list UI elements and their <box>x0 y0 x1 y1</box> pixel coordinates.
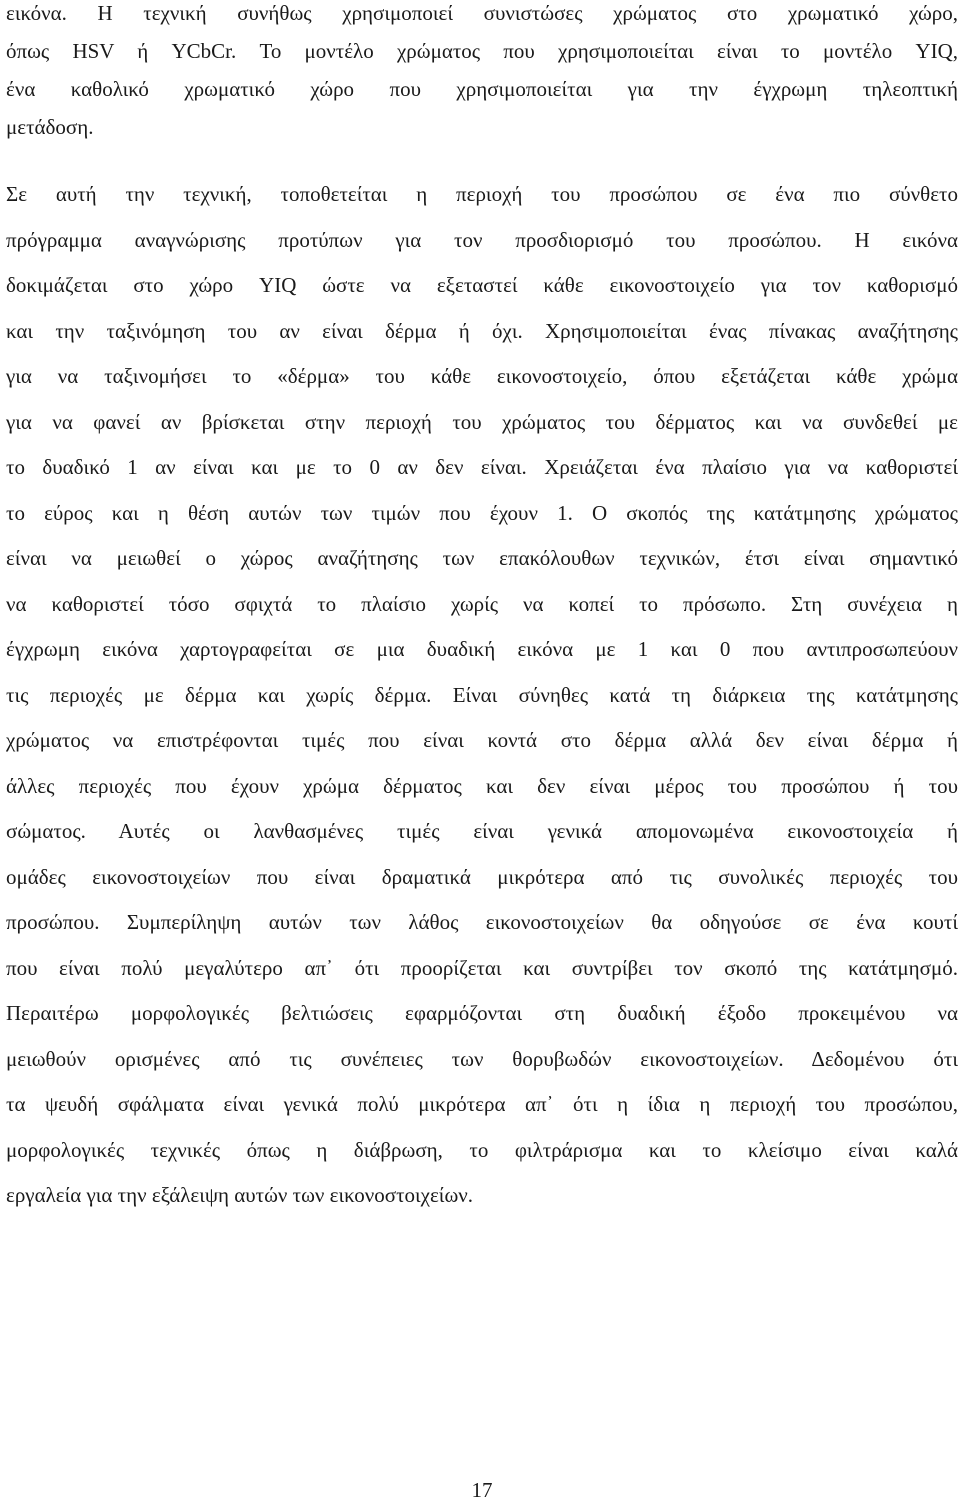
text-line: όπως HSV ή YCbCr. Το μοντέλο χρώματος που χρησιμοποιείται είναι το μοντέλο YIQ, <box>6 39 958 63</box>
text-line: Σε αυτή την τεχνική, τοποθετείται η περιοχή του προσώπου σε ένα πιο σύνθετο <box>6 182 958 206</box>
text-line: τα ψευδή σφάλματα είναι γενικά πολύ μικρότερα απ᾽ ότι η ίδια η περιοχή του προσώπου, <box>6 1092 958 1116</box>
text-line: εργαλεία για την εξάλειψη αυτών των εικονοστοιχείων. <box>6 1183 474 1207</box>
text-line: πρόγραμμα αναγνώρισης προτύπων για τον προσδιορισμό του προσώπου. Η εικόνα <box>6 227 958 252</box>
text-line: εικόνα. Η τεχνική συνήθως χρησιμοποιεί συνιστώσες χρώματος στο χρωματικό χώρο, <box>6 1 958 25</box>
paragraph-1 <box>6 0 958 146</box>
text-line: Περαιτέρω μορφολογικές βελτιώσεις εφαρμόζονται στη δυαδική έξοδο προκειμένου να <box>6 1001 958 1025</box>
text-line: για να φανεί αν βρίσκεται στην περιοχή του χρώματος του δέρματος και να συνδεθεί με <box>6 409 958 434</box>
text-line: μορφολογικές τεχνικές όπως η διάβρωση, το φιλτράρισμα και το κλείσιμο είναι καλά <box>6 1137 958 1162</box>
text-line: ένα καθολικό χρωματικό χώρο που χρησιμοποιείται για την έγχρωμη τηλεοπτική <box>6 77 958 101</box>
text-line: άλλες περιοχές που έχουν χρώμα δέρματος και δεν είναι μέρος του προσώπου ή του <box>6 773 958 798</box>
text-line: χρώματος να επιστρέφονται τιμές που είναι κοντά στο δέρμα αλλά δεν είναι δέρμα ή <box>6 728 958 752</box>
document-page <box>6 0 958 1504</box>
text-line: να καθοριστεί τόσο σφιχτά το πλαίσιο χωρίς να κοπεί το πρόσωπο. Στη συνέχεια η <box>6 591 958 616</box>
text-line: ομάδες εικονοστοιχείων που είναι δραματικά μικρότερα από τις συνολικές περιοχές του <box>6 864 958 889</box>
text-line: για να ταξινομήσει το «δέρμα» του κάθε εικονοστοιχείο, όπου εξετάζεται κάθε χρώμα <box>6 364 958 388</box>
text-line: προσώπου. Συμπερίληψη αυτών των λάθος εικονοστοιχείων θα οδηγούσε σε ένα κουτί <box>6 910 958 934</box>
text-line: δοκιμάζεται στο χώρο YIQ ώστε να εξεταστεί κάθε εικονοστοιχείο για τον καθορισμό <box>6 273 958 297</box>
text-line: μειωθούν ορισμένες από τις συνέπειες των θορυβωδών εικονοστοιχείων. Δεδομένου ότι <box>6 1046 958 1071</box>
page-number: 17 <box>471 1478 493 1502</box>
paragraph-2 <box>6 172 958 1219</box>
text-line: τις περιοχές με δέρμα και χωρίς δέρμα. Είναι σύνηθες κατά τη διάρκεια της κατάτμησης <box>6 682 958 707</box>
text-line: είναι να μειωθεί ο χώρος αναζήτησης των επακόλουθων τεχνικών, έτσι είναι σημαντικό <box>6 546 958 570</box>
text-line: σώματος. Αυτές οι λανθασμένες τιμές είναι γενικά απομονωμένα εικονοστοιχεία ή <box>6 819 958 843</box>
text-line: που είναι πολύ μεγαλύτερο απ᾽ ότι προορίζεται και συντρίβει τον σκοπό της κατάτμησμό. <box>6 955 958 980</box>
text-line: και την ταξινόμηση του αν είναι δέρμα ή όχι. Χρησιμοποιείται ένας πίνακας αναζήτησης <box>6 318 958 343</box>
text-line: το εύρος και η θέση αυτών των τιμών που έχουν 1. Ο σκοπός της κατάτμησης χρώματος <box>6 500 958 525</box>
text-line: μετάδοση. <box>6 115 94 139</box>
text-line: έγχρωμη εικόνα χαρτογραφείται σε μια δυαδική εικόνα με 1 και 0 που αντιπροσωπεύουν <box>6 637 958 661</box>
text-line: το δυαδικό 1 αν είναι και με το 0 αν δεν είναι. Χρειάζεται ένα πλαίσιο για να καθοριστεί <box>6 455 958 479</box>
